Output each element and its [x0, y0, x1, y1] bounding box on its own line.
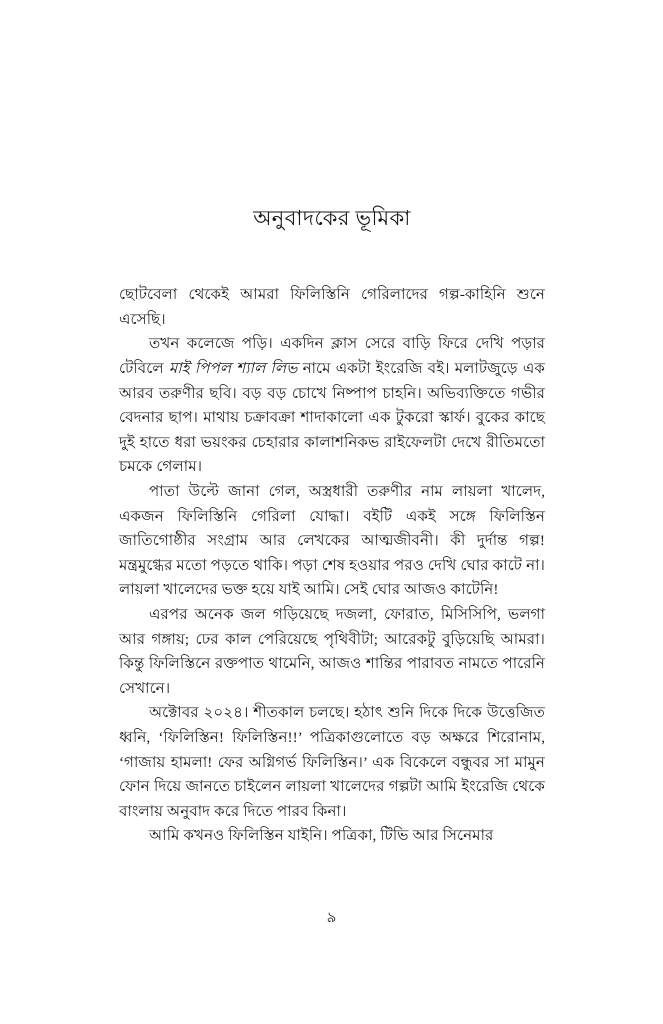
paragraph-5: অক্টোবর ২০২৪। শীতকাল চলছে। হঠাৎ শুনি দিকে দিকে উত্তেজিত ধ্বনি, ‘ফিলিস্তিন! ফিলিস্তিন!!’ পত্রিকাগুলোতে বড় অক্ষরে শিরোনাম, ‘গাজায় হামলা! ফের অগ্নিগর্ভ ফিলিস্তিন।’ এক বিকেলে বন্ধুবর সা মামুন ফোন দিয়ে জানতে চাইলেন লায়লা খালেদের গল্পটা আমি ইংরেজি থেকে বাংলায় অনুবাদ করে দিতে পারব কিনা। — [119, 704, 545, 820]
paragraph-6: আমি কখনও ফিলিস্তিন যাইনি। পত্রিকা, টিভি আর সিনেমার — [149, 827, 494, 845]
book-title-my-people-shall-live: মাই পিপল শ্যাল লিভ — [168, 360, 298, 378]
paragraph-2-lead: তখন কলেজে পড়ি। একদিন ক্লাস সেরে বাড়ি ফিরে দেখি পড়ার টেবিলে — [119, 335, 545, 378]
page-content — [119, 205, 545, 849]
paragraph-3: পাতা উল্টে জানা গেল, অস্ত্রধারী তরুণীর নাম লায়লা খালেদ, একজন ফিলিস্তিনি গেরিলা যোদ্ধা। বইটি একই সঙ্গে ফিলিস্তিন জাতিগোষ্ঠীর সংগ্রাম আর লেখকের আত্মজীবনী। কী দুর্দান্ত গল্প! মন্ত্রমুগ্ধের মতো পড়তে থাকি। পড়া শেষ হওয়ার পরও দেখি ঘোর কাটে না। লায়লা খালেদের ভক্ত হয়ে যাই আমি। সেই ঘোর আজও কাটেনি! — [119, 483, 545, 599]
paragraph-2 — [119, 332, 545, 480]
paragraph-2-tail: নামে একটা ইংরেজি বই। মলাটজুড়ে এক আরব তরুণীর ছবি। বড় বড় চোখে নিষ্পাপ চাহনি। অভিব্যক্তিতে গভীর বেদনার ছাপ। মাথায় চক্রাবক্রা শাদাকালো এক টুকরো স্কার্ফ। বুকের কাছে দুই হাতে ধরা ভয়ংকর চেহারার কালাশনিকভ রাইফেলটা দেখে রীতিমতো চমকে গেলাম। — [119, 360, 545, 476]
paragraph-4: এরপর অনেক জল গড়িয়েছে দজলা, ফোরাত, মিসিসিপি, ভলগা আর গঙ্গায়; ঢের কাল পেরিয়েছে পৃথিবীটা; আরেকটু বুড়িয়েছি আমরা। কিন্তু ফিলিস্তিনে রক্তপাত থামেনি, আজও শান্তির পারাবত নামতে পারেনি সেখানে। — [119, 605, 545, 697]
page-number: ৯ — [326, 910, 337, 926]
page-title: অনুবাদকের ভূমিকা — [253, 206, 411, 230]
paragraph-1: ছোটবেলা থেকেই আমরা ফিলিস্তিনি গেরিলাদের গল্প-কাহিনি শুনে এসেছি। — [119, 286, 545, 328]
